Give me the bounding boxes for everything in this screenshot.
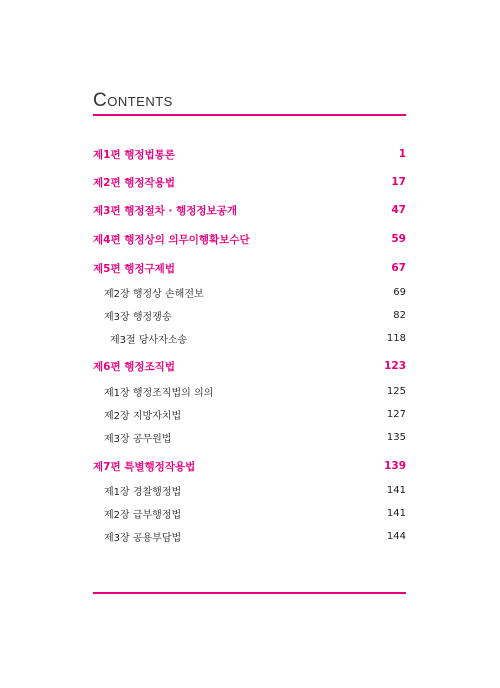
- toc-entry-label: 제3절 당사자소송: [110, 334, 188, 346]
- toc-entry-chapter[interactable]: [93, 481, 406, 499]
- toc-entry-part-5[interactable]: [93, 259, 406, 277]
- bottom-divider: [93, 592, 406, 594]
- toc-entry-page: 82: [393, 309, 406, 321]
- toc-entry-label: 제3장 공무원법: [104, 433, 172, 445]
- toc-entry-page: 67: [391, 262, 406, 274]
- toc-entry-part-4[interactable]: [93, 230, 406, 248]
- toc-entry-page: 139: [384, 460, 406, 472]
- toc-entry-chapter[interactable]: [93, 382, 406, 400]
- toc-entry-label: 제1장 경찰행정법: [104, 486, 182, 498]
- toc-entry-page: 141: [386, 484, 406, 496]
- toc-entry-part-6[interactable]: [93, 357, 406, 375]
- toc-entry-chapter[interactable]: [93, 283, 406, 301]
- toc-entry-page: 125: [386, 385, 406, 397]
- toc-entry-section[interactable]: [93, 329, 406, 347]
- toc-entry-label: 제7편 특별행정작용법: [93, 460, 196, 473]
- toc-entry-label: 제2장 행정상 손해전보: [104, 288, 204, 300]
- toc-entry-page: 127: [386, 408, 406, 420]
- toc-entry-label: 제3장 공용부담법: [104, 532, 182, 544]
- toc-entry-chapter[interactable]: [93, 405, 406, 423]
- toc-entry-chapter[interactable]: [93, 428, 406, 446]
- toc-entry-page: 144: [386, 530, 406, 542]
- toc-entry-page: 1: [398, 148, 406, 160]
- toc-entry-label: 제1편 행정법통론: [93, 148, 175, 161]
- toc-entry-chapter[interactable]: [93, 504, 406, 522]
- toc-entry-page: 59: [391, 233, 406, 245]
- toc-entry-label: 제6편 행정조직법: [93, 360, 175, 373]
- page-title: Contents: [93, 90, 173, 111]
- toc-entry-chapter[interactable]: [93, 306, 406, 324]
- toc-entry-label: 제3편 행정절차 · 행정정보공개: [93, 204, 237, 217]
- toc-entry-label: 제4편 행정상의 의무이행확보수단: [93, 233, 250, 246]
- toc-entry-label: 제2편 행정작용법: [93, 176, 175, 189]
- toc-entry-label: 제5편 행정구제법: [93, 262, 175, 275]
- toc-entry-label: 제3장 행정쟁송: [104, 311, 172, 323]
- toc-entry-page: 141: [386, 507, 406, 519]
- toc-entry-part-2[interactable]: [93, 173, 406, 191]
- top-divider: [93, 114, 406, 116]
- toc-entry-label: 제2장 지방자치법: [104, 410, 182, 422]
- toc-entry-part-7[interactable]: [93, 457, 406, 475]
- toc-entry-page: 17: [391, 176, 406, 188]
- toc-entry-part-1[interactable]: [93, 145, 406, 163]
- toc-entry-page: 69: [393, 286, 406, 298]
- toc-entry-label: 제2장 급부행정법: [104, 509, 182, 521]
- toc-entry-part-3[interactable]: [93, 201, 406, 219]
- toc-entry-page: 118: [386, 332, 406, 344]
- toc-entry-chapter[interactable]: [93, 527, 406, 545]
- toc-entry-page: 135: [386, 431, 406, 443]
- toc-entry-label: 제1장 행정조직법의 의의: [104, 387, 214, 399]
- toc-entry-page: 47: [391, 204, 406, 216]
- toc-entry-page: 123: [384, 360, 406, 372]
